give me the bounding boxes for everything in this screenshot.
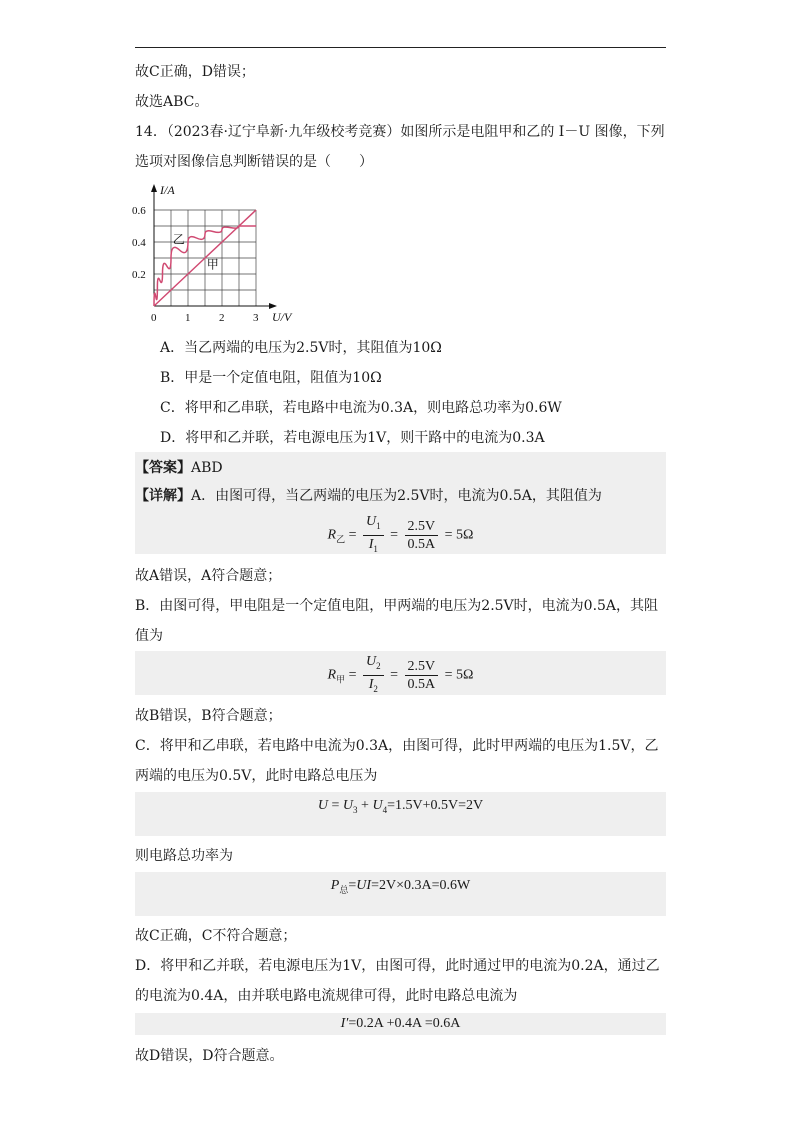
formula-symbol: UI: [356, 878, 372, 893]
formula-value: 0.5A: [407, 676, 436, 692]
formula-d: [135, 1014, 666, 1034]
formula-a: $R_乙$ = $\frac{U_1}{I_1}$ = $\frac{2.5V}{0.5A}$ = 5Ω: [135, 513, 666, 558]
answer-label: 【答案】: [135, 460, 191, 476]
question-14-line1: 14．（2023春·辽宁阜新·九年级校考竞赛）如图所示是电阻甲和乙的 I－U 图像，下列: [135, 124, 665, 140]
text-line: 的电流为0.4A，由并联电路电流规律可得，此时电路总电流为: [135, 988, 518, 1004]
fraction: [363, 513, 384, 558]
x-tick-label: 2: [219, 312, 225, 324]
formula-value: =2V×0.3A=0.6W: [371, 878, 471, 893]
text-line: 两端的电压为0.5V，此时电路总电压为: [135, 768, 378, 784]
x-axis-arrow: [269, 303, 277, 309]
text-line: 故B错误，B符合题意；: [135, 708, 282, 724]
formula-value: =0.2A +0.4A =0.6A: [348, 1016, 461, 1031]
x-tick-label: 0: [151, 312, 157, 324]
detail-label: 【详解】: [135, 488, 191, 504]
formula-symbol: U: [342, 798, 354, 813]
option-d: D．将甲和乙并联，若电源电压为1V，则干路中的电流为0.3A: [160, 430, 545, 446]
answer-value: ABD: [191, 460, 223, 476]
formula-symbol: I′: [340, 1016, 349, 1031]
text-line: B．由图可得，甲电阻是一个定值电阻，甲两端的电压为2.5V时，电流为0.5A，其阻: [135, 598, 659, 614]
text-line: 则电路总功率为: [135, 848, 233, 864]
formula-subscript: 2: [373, 683, 378, 694]
question-14-line2: 选项对图像信息判断错误的是（ ）: [135, 154, 373, 170]
y-tick-label: 0.4: [132, 237, 146, 249]
text-line: 故A错误，A符合题意；: [135, 568, 282, 584]
formula-symbol: I: [368, 536, 374, 552]
formula-value: 2.5V: [405, 658, 439, 676]
option-b: B．甲是一个定值电阻，阻值为10Ω: [160, 370, 382, 386]
x-tick-label: 3: [253, 312, 259, 324]
option-a: A．当乙两端的电压为2.5V时，其阻值为10Ω: [160, 340, 442, 356]
detail-a-line: [135, 486, 602, 506]
formula-symbol: U: [366, 514, 377, 529]
x-tick-label: 1: [185, 312, 191, 324]
y-tick-label: 0.6: [132, 205, 146, 217]
formula-value: =1.5V+0.5V=2V: [387, 798, 484, 813]
series-label-yi: 乙: [172, 232, 185, 247]
formula-subscript: 乙: [336, 534, 346, 545]
series-label-jia: 甲: [206, 257, 219, 272]
formula-symbol: U: [317, 798, 329, 813]
formula-b: $R_甲$ = $\frac{U_2}{I_2}$ = $\frac{2.5V}{0.5A}$ = 5Ω: [135, 653, 666, 698]
formula-result: = 5Ω: [444, 527, 474, 543]
formula-operator: =: [328, 798, 343, 813]
x-axis-label: U/V: [272, 310, 292, 324]
fraction: [363, 653, 384, 698]
answer-line: [135, 458, 223, 478]
formula-operator: =: [348, 878, 357, 893]
formula-symbol: U: [366, 654, 377, 669]
y-axis-arrow: [151, 184, 157, 192]
formula-subscript: 1: [376, 520, 381, 531]
formula-value: 2.5V: [405, 518, 439, 536]
iu-chart: [128, 178, 308, 330]
text-line: 故C正确，D错误；: [135, 64, 255, 80]
text-line: 故D错误，D符合题意。: [135, 1048, 284, 1064]
formula-subscript: 2: [376, 660, 381, 671]
y-axis-label: I/A: [160, 183, 175, 197]
formula-subscript: 甲: [336, 674, 346, 685]
formula-subscript: 1: [373, 543, 378, 554]
formula-operator: +: [357, 798, 373, 813]
formula-subscript: 3: [353, 804, 358, 815]
formula-symbol: I: [368, 676, 374, 692]
fraction: [405, 518, 439, 553]
text-line: D．将甲和乙并联，若电源电压为1V，由图可得，此时通过甲的电流为0.2A，通过乙: [135, 958, 660, 974]
formula-symbol: U: [372, 798, 383, 813]
formula-result: = 5Ω: [444, 667, 474, 683]
formula-p: [135, 876, 666, 900]
formula-subscript: 总: [339, 884, 349, 895]
text-line: 故选ABC。: [135, 94, 209, 110]
text-line: 故C正确，C不符合题意；: [135, 928, 297, 944]
formula-symbol: R: [327, 667, 337, 683]
text-line: 值为: [135, 628, 163, 644]
formula-subscript: 4: [382, 804, 388, 815]
y-tick-label: 0.2: [132, 269, 146, 281]
option-c: C．将甲和乙串联，若电路中电流为0.3A，则电路总功率为0.6W: [160, 400, 562, 416]
header-rule: [135, 47, 666, 48]
text-line: C．将甲和乙串联，若电路中电流为0.3A，由图可得，此时甲两端的电压为1.5V，乙: [135, 738, 659, 754]
detail-a-text: A．由图可得，当乙两端的电压为2.5V时，电流为0.5A，其阻值为: [191, 488, 602, 504]
formula-c: [135, 796, 666, 820]
formula-symbol: R: [327, 527, 337, 543]
formula-symbol: P: [330, 878, 340, 893]
fraction: [405, 658, 439, 693]
formula-value: 0.5A: [407, 536, 436, 552]
